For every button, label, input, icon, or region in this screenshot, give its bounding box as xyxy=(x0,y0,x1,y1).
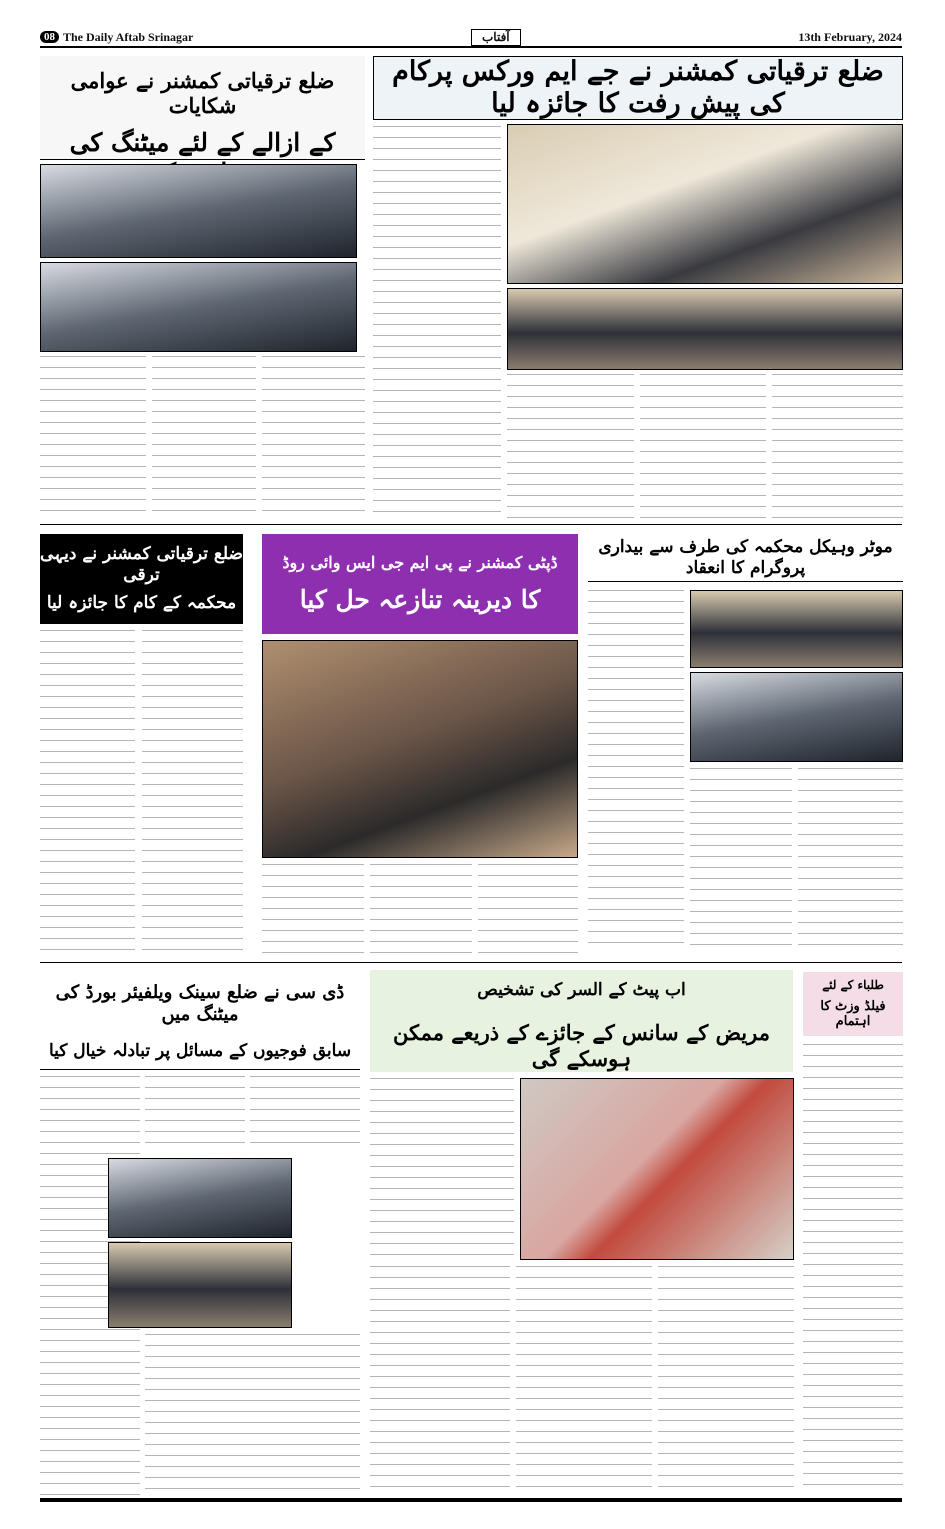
story-6-headline-box xyxy=(40,974,360,1070)
story-3-column-b xyxy=(142,630,243,950)
story-1-column-b xyxy=(772,374,903,520)
paper-name: The Daily Aftab Srinagar xyxy=(63,29,194,44)
story-3-headline-line-2: محکمہ کے کام کا جائزہ لیا xyxy=(46,593,237,614)
story-2-headline-line-1: ضلع ترقیاتی کمشنر نے عوامی شکایات xyxy=(70,68,335,119)
story-8-headline-line-2: فیلڈ وزٹ کا اہتمام xyxy=(820,998,886,1030)
story-1-photo-main xyxy=(507,124,903,284)
story-1-headline-box xyxy=(373,56,903,120)
story-3-headline-line-1: ضلع ترقیاتی کمشنر نے دیہی ترقی xyxy=(40,544,243,585)
story-4-column-a xyxy=(478,864,578,954)
story-2-photo-bottom xyxy=(40,262,357,352)
story-6-headline-line-1: ڈی سی نے ضلع سینک ویلفیئر بورڈ کی میٹنگ میں xyxy=(55,982,345,1025)
story-2-photo-top xyxy=(40,164,357,258)
story-6-column-b xyxy=(145,1076,245,1152)
story-1-column-a xyxy=(373,126,501,520)
story-6-column-d xyxy=(145,1334,360,1494)
story-1-headline: ضلع ترقیاتی کمشنر نے جے ایم ورکس پرکام کی پیش رفت کا جائزہ لیا xyxy=(392,55,884,119)
story-5-photo-top xyxy=(690,590,903,668)
story-1-column-d xyxy=(507,374,634,520)
story-7-column-a xyxy=(370,1078,514,1260)
story-7-headline-line-2: مریض کے سانس کے جائزے کے ذریعے ممکن ہوسکے گی xyxy=(393,1020,770,1071)
story-2-column-a xyxy=(262,356,365,520)
story-4-headline-box xyxy=(262,534,578,634)
story-5-photo-bottom xyxy=(690,672,903,762)
story-7-headline-box xyxy=(370,970,793,1072)
story-1-photo-secondary xyxy=(507,288,903,370)
story-7-photo xyxy=(520,1078,794,1260)
page-header xyxy=(40,28,902,48)
story-5-column-a xyxy=(588,590,684,950)
story-5-column-b xyxy=(798,768,903,950)
story-7-headline-line-1: اب پیٹ کے السر کی تشخیص xyxy=(477,980,686,1000)
story-7-column-d xyxy=(370,1266,510,1494)
story-6-photo-bottom xyxy=(108,1242,292,1328)
story-7-column-c xyxy=(516,1266,652,1494)
story-4-headline-line-2: کا دیرینہ تنازعہ حل کیا xyxy=(299,584,541,614)
story-2-column-b xyxy=(152,356,256,520)
page-number: 08 xyxy=(40,31,59,43)
story-6-headline-line-2: سابق فوجیوں کے مسائل پر تبادلہ خیال کیا xyxy=(48,1041,352,1062)
story-3-headline-box xyxy=(40,534,243,624)
story-4-column-c xyxy=(262,864,364,954)
story-4-headline-line-1: ڈپٹی کمشنر نے پی ایم جی ایس وائی روڈ xyxy=(282,553,558,573)
story-3-column-a xyxy=(40,630,135,950)
story-5-column-c xyxy=(690,768,792,950)
newspaper-logo: آفتاب xyxy=(471,29,521,46)
story-7-column-b xyxy=(658,1266,794,1494)
story-4-photo xyxy=(262,640,578,858)
story-6-photo-top xyxy=(108,1158,292,1238)
story-5-headline: موٹر وہیکل محکمہ کی طرف سے بیداری پروگرام کا انعقاد xyxy=(598,537,893,578)
story-5-headline-box xyxy=(588,534,903,582)
row-divider-2 xyxy=(40,962,902,963)
story-8-headline-box xyxy=(803,972,903,1036)
story-8-headline-line-1: طلباء کے لئے xyxy=(822,978,884,993)
story-2-headline-line-2: کے ازالے کے لئے میٹنگ کی xyxy=(69,128,336,158)
story-2-headline-box xyxy=(40,56,365,160)
story-2-column-c xyxy=(40,356,146,520)
page-footer-rule xyxy=(40,1498,902,1502)
row-divider-1 xyxy=(40,524,902,525)
story-1-column-c xyxy=(640,374,766,520)
header-left xyxy=(40,30,193,45)
issue-date: 13th February, 2024 xyxy=(798,29,902,44)
story-4-column-b xyxy=(370,864,472,954)
story-8-column xyxy=(803,1044,903,1494)
story-6-column-a xyxy=(250,1076,360,1152)
